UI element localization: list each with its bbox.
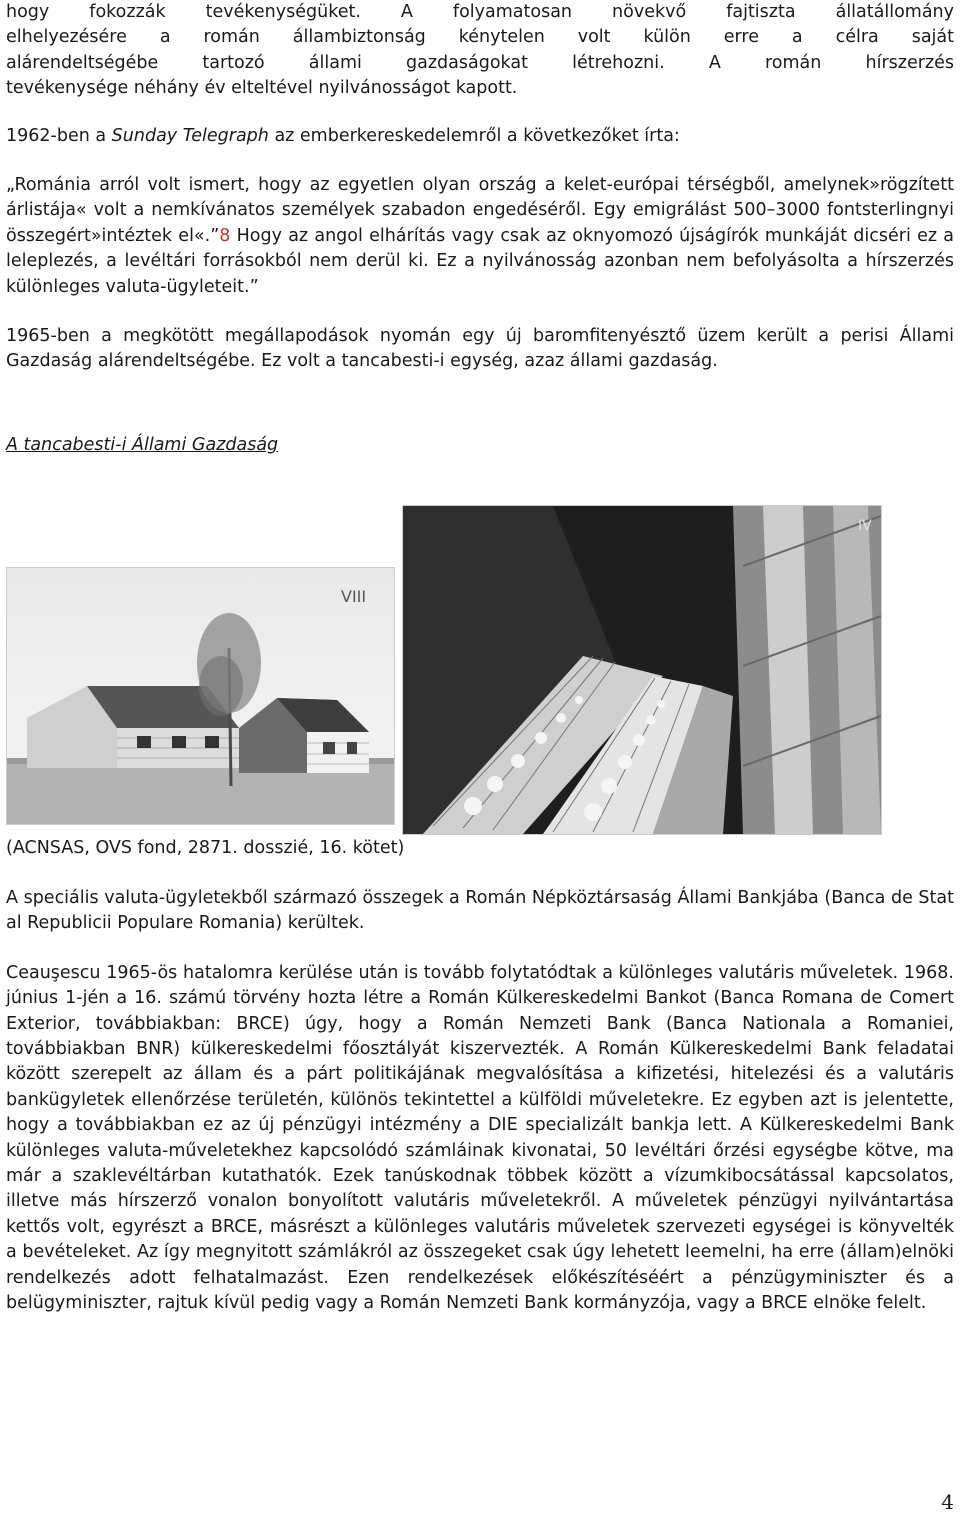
paragraph-line: alárendeltségébe tartozó állami gazdaságokat létrehozni. A román hírszerzés: [6, 52, 954, 73]
farm-buildings-photo: [6, 567, 395, 825]
paragraph-line: tevékenysége néhány év elteltével nyilvánosságot kapott.: [6, 78, 518, 99]
paragraph-telegraph: [6, 124, 954, 149]
footnote-ref[interactable]: 8: [219, 225, 231, 246]
paragraph-1965: 1965-ben a megkötött megállapodások nyomán egy új baromfitenyésztő üzem került a perisi Állami Gazdaság alárendeltségébe. Ez volt a tancabesti-i egység, azaz állami gazdaság.: [6, 326, 954, 372]
document-page: [6, 0, 954, 458]
quote-text: „Románia arról volt ismert, hogy az egyetlen olyan ország a kelet-európai térségből, amelynek»rögzített árlistája« volt a nemkívánatos személyek szabadon engedéséről. Egy emigrálást 500–3000 fontsterlingnyi összegért»intéztek el«.”: [6, 175, 954, 246]
page-number: 4: [941, 1490, 954, 1514]
body-section: [6, 886, 954, 1317]
paragraph-line: elhelyezésére a román állambiztonság kénytelen volt külön erre a célra saját: [6, 27, 954, 48]
poultry-cages-photo: [402, 505, 882, 835]
paragraph-brce: Ceauşescu 1965-ös hatalomra kerülése után is tovább folytatódtak a különleges valutáris műveletek. 1968. június 1-jén a 16. számú törvény hozta létre a Román Külkereskedelmi Bankot (Banca Romana de Comert Exterior, továbbiakban: BRCE) úgy, hogy a Román Nemzeti Bank (Banca Nationala a Romaniei, továbbiakban BNR) külkereskedelmi főosztályát kiszervezték. A Román Külkereskedelmi Bank feladatai között szerepelt az állam és a párt politikájának megvalósítása a kifizetési, hitelezési és a valutáris bankügyletek ellenőrzése területén, különös tekintettel a külföldi műveletekre. Ez egyben azt is jelentette, hogy a továbbiakban ez az új pénzügyi intézmény a DIE specializált bankja lett. A Külkereskedelmi Bank különleges valuta-műveletekhez kapcsolódó számláinak kivonatai, 50 levéltári őrzési egységbe kötve, ma már a szaklevéltárban kutathatók. Ezek tanúskodnak többek között a vízumkibocsátással kapcsolatos, illetve más hírszerző vonalon bonyolított valutáris műveletekről. A műveletek pénzügyi nyilvántartása kettős volt, egyrészt a BRCE, másrészt a különleges valutáris műveletek szervezeti egységei is könyvelték a bevételeket. Az így megnyitott számlákról az összegeket csak úgy lehetett leemelni, ha erre (állam)elnöki rendelkezés adott felhatalmazást. Ezen rendelkezések előkészítéséért a pénzügyminiszter és a belügyminiszter, rajtuk kívül pedig vagy a Román Nemzeti Bank kormányzója, vagy a BRCE elnöke felelt.: [6, 962, 954, 1314]
photo-caption: (ACNSAS, OVS fond, 2871. dosszié, 16. kötet): [6, 838, 405, 858]
text-span: 1962-ben a: [6, 125, 112, 146]
photo-row: [6, 505, 954, 835]
paragraph-line: hogy fokozzák tevékenységüket. A folyamatosan növekvő fajtiszta állatállomány: [6, 2, 954, 22]
quote-text: Hogy az angol elhárítás vagy csak az oknyomozó újságírók munkáját dicséri ez a leleplezés, a levéltári forrásokból nem derül ki. Ez a nyilvánosság azonban nem befolyásolta a hírszerzés különleges valuta-ügyleteit.”: [6, 225, 954, 297]
photo-mark: IV: [858, 518, 872, 534]
section-heading: A tancabesti-i Állami Gazdaság: [6, 434, 279, 455]
text-span: az emberkereskedelemről a következőket írta:: [268, 125, 680, 146]
paragraph-state-bank: A speciális valuta-ügyletekből származó összegek a Román Népköztársaság Állami Bankjába (Banca de Stat al Republicii Populare Romania) kerültek.: [6, 888, 954, 934]
paragraph-quote: [6, 173, 954, 300]
newspaper-title: Sunday Telegraph: [111, 125, 269, 146]
photo-mark: VIII: [341, 587, 367, 606]
paragraph-intro: [6, 0, 954, 102]
